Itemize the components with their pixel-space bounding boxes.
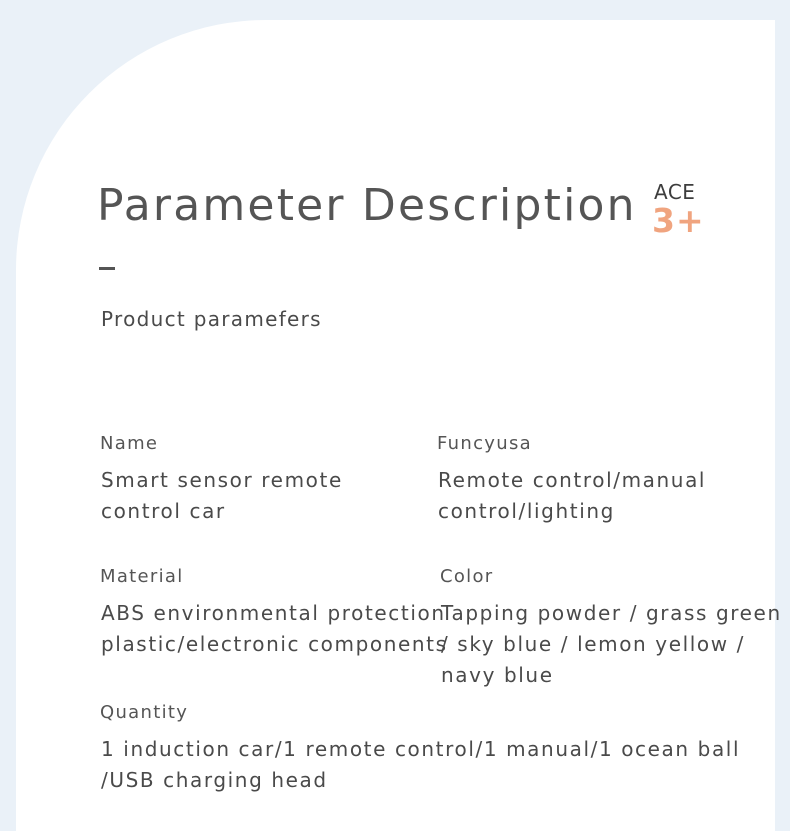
param-value-color-line: Tapping powder / grass green [441, 601, 782, 625]
param-value-quantity-line: /USB charging head [101, 768, 328, 792]
param-value-color [441, 598, 782, 691]
param-value-material-line: plastic/electronic components [101, 632, 448, 656]
param-label-material: Material [100, 566, 184, 587]
param-label-brand: Funcyusa [437, 433, 532, 454]
page-title: Parameter Description [97, 180, 637, 231]
param-value-color-line: navy blue [441, 663, 554, 687]
param-value-quantity [101, 734, 740, 796]
title-underline [99, 267, 115, 270]
age-value: 3+ [652, 201, 705, 240]
param-value-brand-line: Remote control/manual [438, 468, 707, 492]
param-value-material [101, 598, 448, 660]
section-subtitle: Product paramefers [101, 307, 322, 331]
param-value-name-line: control car [101, 499, 226, 523]
age-label: ACE [654, 180, 696, 204]
param-value-quantity-line: 1 induction car/1 remote control/1 manual/1 ocean ball [101, 737, 741, 761]
param-label-quantity: Quantity [100, 702, 189, 723]
param-label-color: Color [440, 566, 494, 587]
param-value-color-line: / sky blue / lemon yellow / [441, 632, 746, 656]
param-value-brand-line: control/lighting [438, 499, 615, 523]
param-label-name: Name [100, 433, 159, 454]
param-value-name [101, 465, 343, 527]
param-value-brand [438, 465, 706, 527]
param-value-name-line: Smart sensor remote [101, 468, 343, 492]
param-value-material-line: ABS environmental protection [101, 601, 446, 625]
